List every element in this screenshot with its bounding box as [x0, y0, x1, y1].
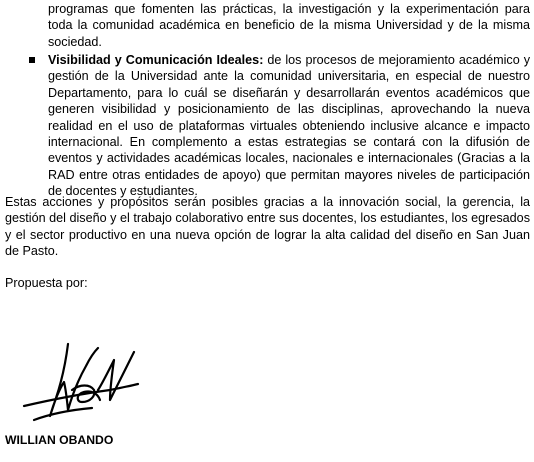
main-paragraph: Estas acciones y propósitos serán posibles gracias a la innovación social, la gerencia, la gestión del diseño y el trabajo colaborativo entre sus docentes, los estudiantes, los egresados y el sector productivo en una nueva opción de lograr la alta calidad del diseño en San Juan de Pasto.	[5, 195, 530, 259]
bullet-title: Visibilidad y Comunicación Ideales:	[48, 53, 264, 67]
signature-icon	[10, 330, 150, 430]
bullet-body: de los procesos de mejoramiento académico y gestión de la Universidad ante la comunidad universitaria, en especial de nuestro Departamento, para lo cuál se diseñarán y desarrollarán eventos académicos que generen visibilidad y posicionamiento de las disciplinas, aprovechando la nueva realidad en el uso de plataformas virtuales obteniendo inclusive alcance e impacto internacional. En complemento a estas estrategias se contará con la difusión de eventos y actividades académicas locales, nacionales e internacionales (Gracias a la RAD entre otras entidades de apoyo) que permitan mayores niveles de participación de docentes y estudiantes.	[48, 53, 531, 199]
proposal-label: Propuesta por:	[5, 276, 88, 290]
signer-name: WILLIAN OBANDO	[5, 433, 114, 447]
bullet-text	[48, 52, 530, 200]
continuation-paragraph: programas que fomenten las prácticas, la investigación y la experimentación para toda la comunidad académica en beneficio de la misma Universidad y de la misma sociedad.	[48, 2, 530, 49]
square-bullet-icon	[29, 57, 35, 63]
